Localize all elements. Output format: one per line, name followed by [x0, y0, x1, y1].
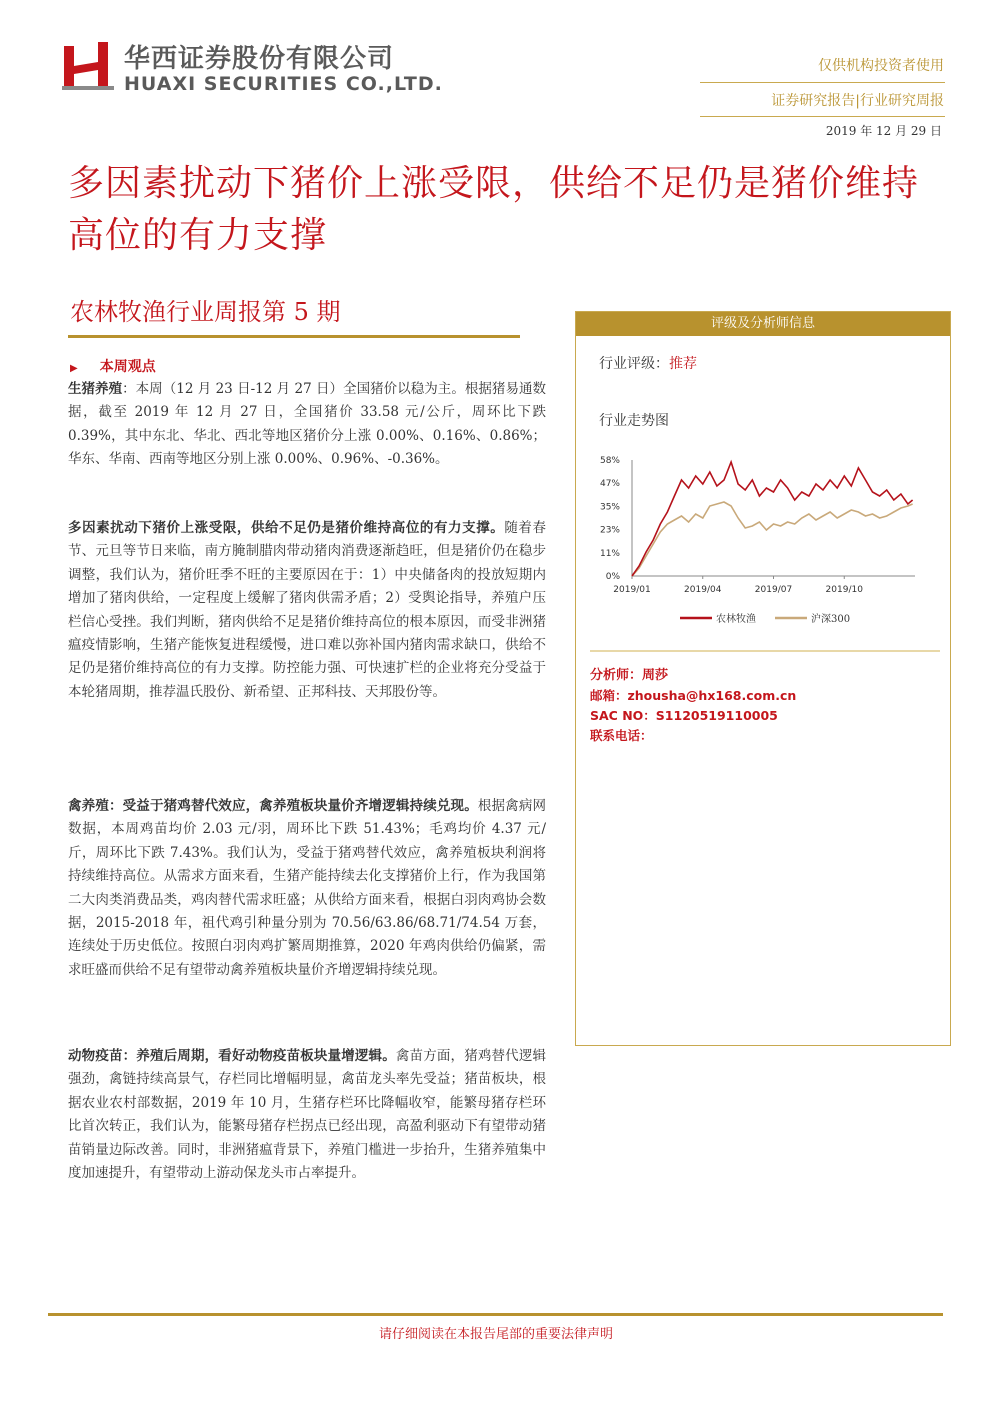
chart-x-tick-label: 2019/07 — [754, 585, 793, 595]
subtitle-underline — [68, 335, 520, 338]
header-divider — [700, 116, 945, 117]
paragraph-lead: 生猪养殖 — [68, 381, 123, 397]
report-category: 证券研究报告|行业研究周报 — [771, 93, 944, 109]
analyst-name: 分析师：周莎 — [590, 668, 669, 683]
audience-note: 仅供机构投资者使用 — [818, 58, 944, 74]
company-logo-mark — [62, 40, 114, 94]
header-divider — [700, 82, 945, 83]
chart-legend-label: 农林牧渔 — [716, 614, 756, 625]
analyst-phone: 联系电话： — [590, 728, 653, 743]
report-subtitle: 农林牧渔行业周报第 5 期 — [70, 298, 341, 326]
rating-box-title: 评级及分析师信息 — [576, 312, 950, 336]
paragraph-lead: 多因素扰动下猪价上涨受限，供给不足仍是猪价维持高位的有力支撑。 — [68, 520, 505, 536]
company-name-en: HUAXI SECURITIES CO.,LTD. — [124, 73, 443, 95]
paragraph-lead: 动物疫苗：养殖后周期，看好动物疫苗板块量增逻辑。 — [68, 1048, 396, 1064]
report-title: 多因素扰动下猪价上涨受限，供给不足仍是猪价维持高位的有力支撑 — [68, 163, 920, 256]
analyst-email: 邮箱：zhousha@hx168.com.cn — [590, 688, 797, 703]
analyst-sac-number: SAC NO：S1120519110005 — [590, 708, 778, 723]
trend-chart-label: 行业走势图 — [599, 413, 669, 429]
chart-x-tick-label: 2019/01 — [613, 585, 651, 595]
report-date: 2019 年 12 月 29 日 — [825, 124, 942, 138]
paragraph-lead: 禽养殖：受益于猪鸡替代效应，禽养殖板块量价齐增逻辑持续兑现。 — [68, 798, 478, 814]
chart-series-line — [632, 462, 913, 576]
chart-series-line — [632, 502, 913, 576]
industry-rating: 行业评级：推荐 — [599, 356, 697, 372]
industry-trend-chart — [590, 450, 930, 640]
chart-y-tick-label: 58% — [599, 456, 620, 466]
section-heading: ▶ 本周观点 — [70, 359, 156, 375]
chart-y-tick-label: 35% — [599, 502, 620, 513]
chart-x-tick-label: 2019/04 — [684, 585, 722, 595]
chart-y-tick-label: 0% — [605, 572, 620, 582]
chart-y-tick-label: 11% — [599, 548, 620, 559]
chart-x-tick-label: 2019/10 — [825, 585, 863, 595]
paragraph-pig-farming: 生猪养殖：本周（12 月 23 日-12 月 27 日）全国猪价以稳为主。根据猪易通数据，截至 2019 年 12 月 27 日，全国猪价 33.58 元/公斤，周环比下跌 0.39%，其中东北、华北、西北等地区猪价分上涨 0.00%、0.16%、0.86%；华东、华南、西南等地区分别上涨 0.00%、0.96%、-0.36%。 — [68, 381, 546, 468]
company-name-cn: 华西证券股份有限公司 — [124, 44, 395, 74]
legal-disclaimer: 请仔细阅读在本报告尾部的重要法律声明 — [378, 1327, 613, 1342]
triangle-bullet-icon: ▶ — [70, 363, 78, 374]
paragraph-supply-support: 多因素扰动下猪价上涨受限，供给不足仍是猪价维持高位的有力支撑。随着春节、元旦等节日来临，南方腌制腊肉带动猪肉消费逐渐趋旺，但是猪价仍在稳步调整，我们认为，猪价旺季不旺的主要原因在于：1）中央储备肉的投放短期内增加了猪肉供给，一定程度上缓解了猪肉供需矛盾；2）受舆论指导，养殖户压栏信心受挫。我们判断，猪肉供给不足是猪价维持高位的根本原因，而受非洲猪瘟疫情影响，生猪产能恢复进程缓慢，进口难以弥补国内猪肉需求缺口，供给不足仍是猪价维持高位的有力支撑。防控能力强、可快速扩栏的企业将充分受益于本轮猪周期，推荐温氏股份、新希望、正邦科技、天邦股份等。 — [68, 520, 547, 700]
paragraph-poultry: 禽养殖：受益于猪鸡替代效应，禽养殖板块量价齐增逻辑持续兑现。根据禽病网数据，本周鸡苗均价 2.03 元/羽，周环比下跌 51.43%；毛鸡均价 4.37 元/斤，周环比下跌 7.43%。我们认为，受益于猪鸡替代效应，禽养殖板块利润将持续维持高位。从需求方面来看，生猪产能持续去化支撑猪价上行，作为我国第二大肉类消费品类，鸡肉替代需求旺盛；从供给方面来看，根据白羽肉鸡协会数据，2015-2018 年，祖代鸡引种量分别为 70.56/63.86/68.71/74.54 万套，连续处于历史低位。按照白羽肉鸡扩繁周期推算，2020 年鸡肉供给仍偏紧，需求旺盛而供给不足有望带动禽养殖板块量价齐增逻辑持续兑现。 — [68, 798, 547, 978]
chart-y-tick-label: 23% — [599, 525, 620, 536]
chart-y-tick-label: 47% — [599, 479, 620, 490]
analyst-divider — [590, 650, 940, 652]
rating-value: 推荐 — [669, 356, 697, 372]
footer-divider — [48, 1313, 943, 1316]
paragraph-vaccine: 动物疫苗：养殖后周期，看好动物疫苗板块量增逻辑。禽苗方面，猪鸡替代逻辑强劲，禽链持续高景气，存栏同比增幅明显，禽苗龙头率先受益；猪苗板块，根据农业农村部数据，2019 年 10 月，生猪存栏环比降幅收窄，能繁母猪存栏环比首次转正，我们认为，能繁母猪存栏拐点已经出现，高盈利驱动下有望带动猪苗销量边际改善。同时，非洲猪瘟背景下，养殖门槛进一步抬升，生猪养殖集中度加速提升，有望带动上游动保龙头市占率提升。 — [68, 1048, 547, 1182]
chart-legend-label: 沪深300 — [811, 614, 851, 625]
